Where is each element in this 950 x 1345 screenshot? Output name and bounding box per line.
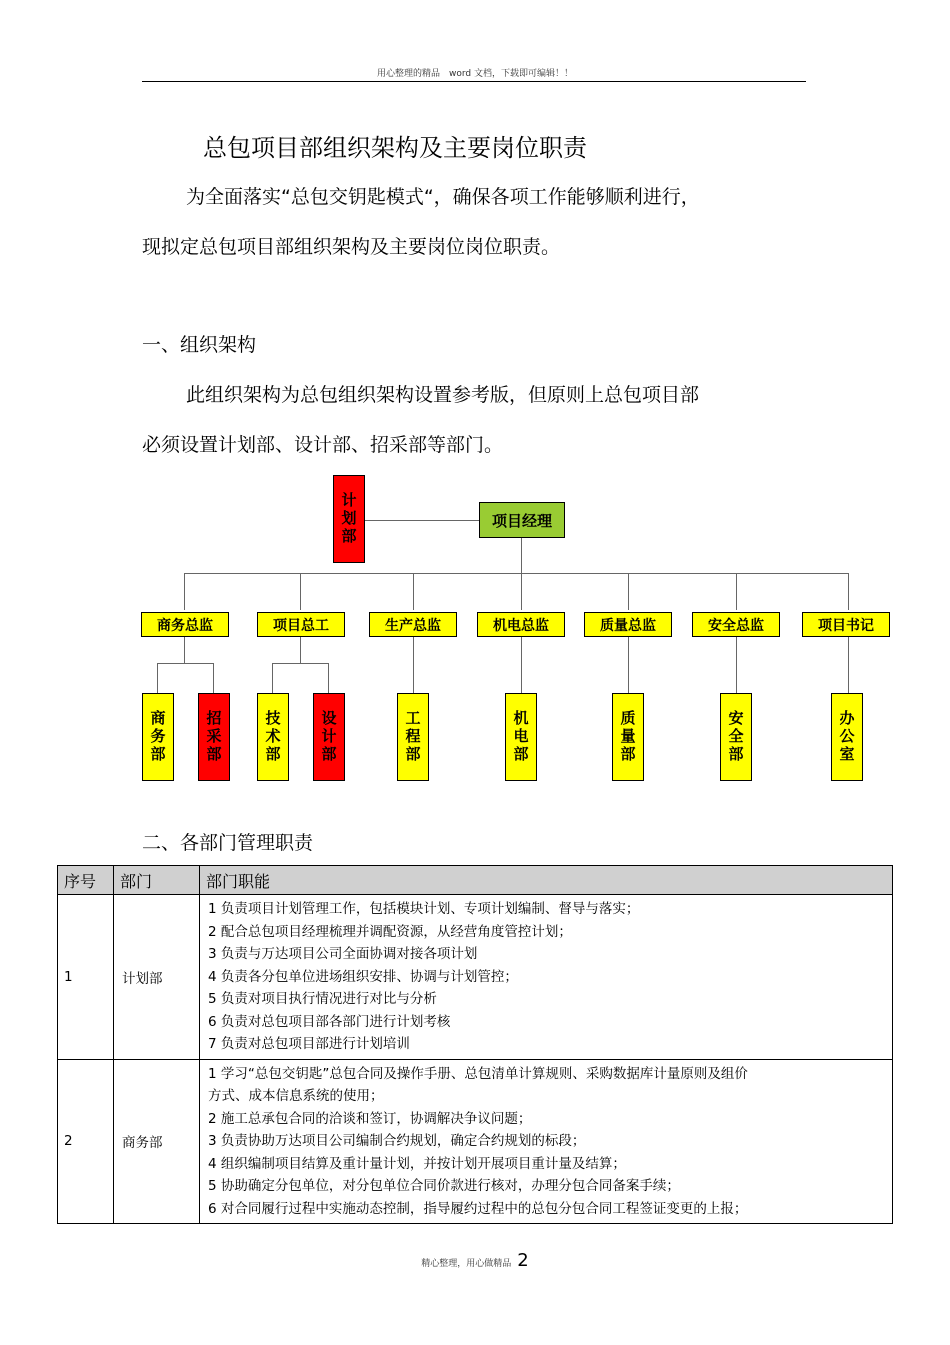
table-header-row xyxy=(58,866,893,895)
connector-to-director-5 xyxy=(628,573,629,610)
page-number: 2 xyxy=(517,1250,529,1271)
director-box-commerce: 商务总监 xyxy=(141,612,229,637)
duty-line: 5 协助确定分包单位，对分包单位合同价款进行核对，办理分包合同备案手续； xyxy=(208,1178,680,1194)
connector-to-director-3 xyxy=(413,573,414,610)
connector-to-director-7 xyxy=(848,573,849,610)
project-manager-box: 项目经理 xyxy=(479,502,565,538)
duty-line: 1 负责项目计划管理工作，包括模块计划、专项计划编制、督导与落实； xyxy=(208,901,640,917)
duty-line: 6 负责对总包项目部各部门进行计划考核 xyxy=(208,1013,451,1030)
section-1-para-line-1: 此组织架构为总包组织架构设置参考版，但原则上总包项目部 xyxy=(186,384,700,406)
connector-planning-manager xyxy=(364,520,479,521)
connector-d1-b xyxy=(213,663,214,693)
duty-line: 3 负责与万达项目公司全面协调对接各项计划 xyxy=(208,946,478,962)
duty-line: 5 负责对项目执行情况进行对比与分析 xyxy=(208,991,437,1007)
document-title: 总包项目部组织架构及主要岗位职责 xyxy=(203,134,587,162)
header-dept: 部门 xyxy=(114,866,200,895)
connector-d7 xyxy=(848,637,849,693)
connector-d6 xyxy=(736,637,737,693)
connector-d2-b xyxy=(328,663,329,693)
dept-box-office: 办公室 xyxy=(831,693,863,781)
connector-to-director-1 xyxy=(184,573,185,610)
header-duties: 部门职能 xyxy=(200,866,893,895)
director-box-secretary: 项目书记 xyxy=(802,612,890,637)
department-duties-table xyxy=(57,865,893,1224)
row-dept: 商务部 xyxy=(114,1059,200,1224)
section-1-heading: 一、组织架构 xyxy=(142,334,257,356)
connector-manager-trunk xyxy=(521,537,522,573)
connector-to-director-2 xyxy=(300,573,301,610)
header-no: 序号 xyxy=(58,866,114,895)
dept-box-engineering: 工程部 xyxy=(397,693,429,781)
table-row xyxy=(58,895,893,1060)
dept-box-procurement: 招采部 xyxy=(198,693,230,781)
dept-box-commerce: 商务部 xyxy=(142,693,174,781)
director-box-chief-engineer: 项目总工 xyxy=(257,612,345,637)
connector-d3 xyxy=(413,637,414,693)
connector-to-director-4 xyxy=(521,573,522,610)
director-box-mep: 机电总监 xyxy=(477,612,565,637)
duty-line: 4 负责各分包单位进场组织安排、协调与计划管控； xyxy=(208,968,518,985)
org-chart xyxy=(0,470,950,790)
page-header: 用心整理的精品 word 文档，下载即可编辑！！ xyxy=(377,69,573,79)
row-no: 1 xyxy=(58,895,114,1060)
connector-director-bar xyxy=(184,573,848,574)
duty-line: 4 组织编制项目结算及重计量计划，并按计划开展项目重计量及结算； xyxy=(208,1155,626,1172)
footer-text: 精心整理，用心做精品 xyxy=(421,1259,512,1269)
dept-box-quality: 质量部 xyxy=(612,693,644,781)
table-row xyxy=(58,1059,893,1224)
connector-d1-down xyxy=(184,637,185,663)
row-duties xyxy=(200,1059,893,1224)
connector-to-director-6 xyxy=(736,573,737,610)
connector-d2-down xyxy=(300,637,301,663)
planning-department-box: 计划部 xyxy=(333,475,365,563)
director-box-production: 生产总监 xyxy=(369,612,457,637)
row-duties xyxy=(200,895,893,1060)
connector-d5 xyxy=(628,637,629,693)
connector-d1-a xyxy=(157,663,158,693)
dept-box-technical: 技术部 xyxy=(257,693,289,781)
duty-line: 方式、成本信息系统的使用； xyxy=(208,1088,384,1104)
section-1-para-line-2: 必须设置计划部、设计部、招采部等部门。 xyxy=(142,434,504,456)
duty-line: 2 配合总包项目经理梳理并调配资源，从经营角度管控计划； xyxy=(208,923,572,940)
intro-line-1: 为全面落实“总包交钥匙模式“，确保各项工作能够顺利进行， xyxy=(186,186,700,208)
page-footer xyxy=(0,1250,950,1271)
director-box-quality: 质量总监 xyxy=(584,612,672,637)
duty-line: 3 负责协助万达项目公司编制合约规划，确定合约规划的标段； xyxy=(208,1133,586,1149)
duty-line: 2 施工总承包合同的洽谈和签订，协调解决争议问题； xyxy=(208,1110,532,1127)
row-no: 2 xyxy=(58,1059,114,1224)
section-2-heading: 二、各部门管理职责 xyxy=(142,832,314,854)
connector-d1-split xyxy=(157,663,214,664)
director-box-safety: 安全总监 xyxy=(692,612,780,637)
duty-line: 1 学习“总包交钥匙”总包合同及操作手册、总包清单计算规则、采购数据库计量原则及组价 xyxy=(208,1065,748,1082)
header-rule xyxy=(142,81,806,82)
connector-d4 xyxy=(521,637,522,693)
dept-box-safety: 安全部 xyxy=(720,693,752,781)
duty-line: 7 负责对总包项目部进行计划培训 xyxy=(208,1036,410,1052)
dept-box-design: 设计部 xyxy=(313,693,345,781)
intro-line-2: 现拟定总包项目部组织架构及主要岗位岗位职责。 xyxy=(142,236,561,258)
connector-d2-a xyxy=(272,663,273,693)
row-dept: 计划部 xyxy=(114,895,200,1060)
connector-d2-split xyxy=(272,663,329,664)
dept-box-mep: 机电部 xyxy=(505,693,537,781)
duty-line: 6 对合同履行过程中实施动态控制，指导履约过程中的总包分包合同工程签证变更的上报； xyxy=(208,1200,748,1217)
